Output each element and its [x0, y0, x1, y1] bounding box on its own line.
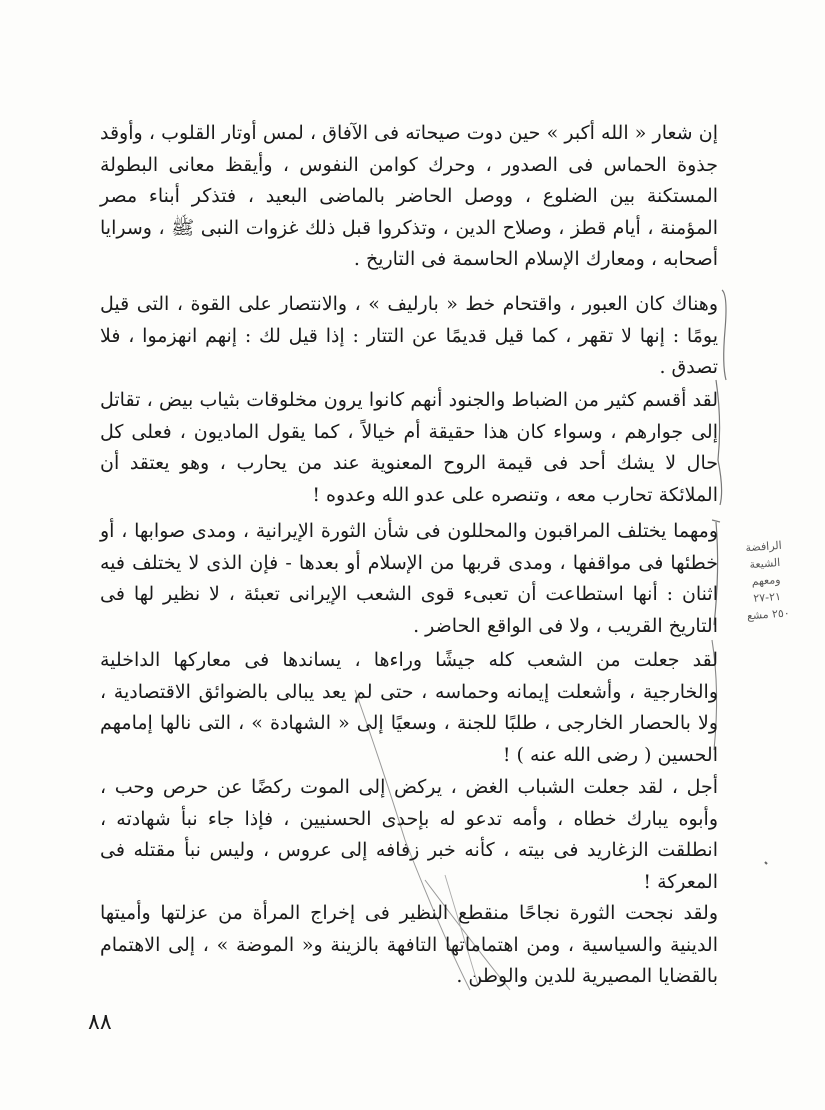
page-number: ٨٨ — [88, 1010, 112, 1035]
paragraph-youth: أجل ، لقد جعلت الشباب الغض ، يركض إلى الموت ركضًا عن حرص وحب ، وأبوه يبارك خطاه ، وأمه تدعو له بإحدى الحسنيين ، فإذا جاء نبأ شهادته ، انطلقت الزغاريد فى بيته ، كأنه خبر زفافه إلى عروس ، وليس نبأ مقتله فى المعركة ! — [100, 776, 718, 893]
paragraph-iranian-revolution: ومهما يختلف المراقبون والمحللون فى شأن الثورة الإيرانية ، ومدى صوابها ، أو خطئها فى مواقفها ، ومدى قربها من الإسلام أو بعدها - فإن الذى لا يختلف فيه اثنان : أنها استطاعت أن تعبىء قوى الشعب الإيرانى تعبئة ، لا نظير لها فى التاريخ القريب ، ولا فى الواقع الحاضر . — [100, 520, 718, 637]
margin-note-line: ٢٥٠ مشع — [746, 606, 791, 623]
paragraph-women: ولقد نجحت الثورة نجاحًا منقطع النظير فى إخراج المرأة من عزلتها وأميتها الدينية والسياسية ، ومن اهتماماتها التافهة بالزينة و« الموضة » ، إلى الاهتمام بالقضايا المصيرية للدين والوطن . — [100, 902, 718, 987]
paragraph-allahu-akbar: إن شعار « الله أكبر » حين دوت صيحاته فى الآفاق ، لمس أوتار القلوب ، وأوقد جذوة الحماس فى الصدور ، وحرك كوامن النفوس ، وأيقظ معانى البطولة المستكنة بين الضلوع ، ووصل الحاضر بالماضى البعيد ، فتذكر أبناء مصر المؤمنة ، أيام قطز ، وصلاح الدين ، وتذكروا قبل ذلك غزوات النبى ﷺ ، وسرايا أصحابه ، ومعارك الإسلام الحاسمة فى التاريخ . — [100, 122, 718, 270]
handwritten-margin-note — [731, 536, 801, 625]
paragraph-people-army: لقد جعلت من الشعب كله جيشًا وراءها ، يساندها فى معاركها الداخلية والخارجية ، وأشعلت إيمانه وحماسه ، حتى لم يعد يبالى بالضوائق الاقتصادية ، ولا بالحصار الخارجى ، طلبًا للجنة ، وسعيًا إلى « الشهادة » ، التى نالها إمامهم الحسين ( رضى الله عنه ) ! — [100, 649, 718, 766]
margin-note-line: الشيعة — [749, 555, 781, 572]
margin-note-line: ومعهم — [751, 573, 781, 588]
paragraph-angels: لقد أقسم كثير من الضباط والجنود أنهم كانوا يرون مخلوقات بثياب بيض ، تقاتل إلى جوارهم ، وسواء كان هذا حقيقة أم خيالاً ، كما يقول الماديون ، فعلى كل حال لا يشك أحد فى قيمة الروح المعنوية عند من يحارب ، وهو يعتقد أن الملائكة تحارب معه ، وتنصره على عدو الله وعدوه ! — [100, 389, 718, 506]
paragraph-crossing: وهناك كان العبور ، واقتحام خط « بارليف » ، والانتصار على القوة ، التى قيل يومًا : إنها لا تقهر ، كما قيل قديمًا عن التتار : إذا قيل لك : إنهم انهزموا ، فلا تصدق . — [100, 293, 718, 378]
margin-note-line: ٢١-٢٧ — [752, 590, 782, 605]
margin-note-line: الرافضة — [745, 538, 783, 555]
